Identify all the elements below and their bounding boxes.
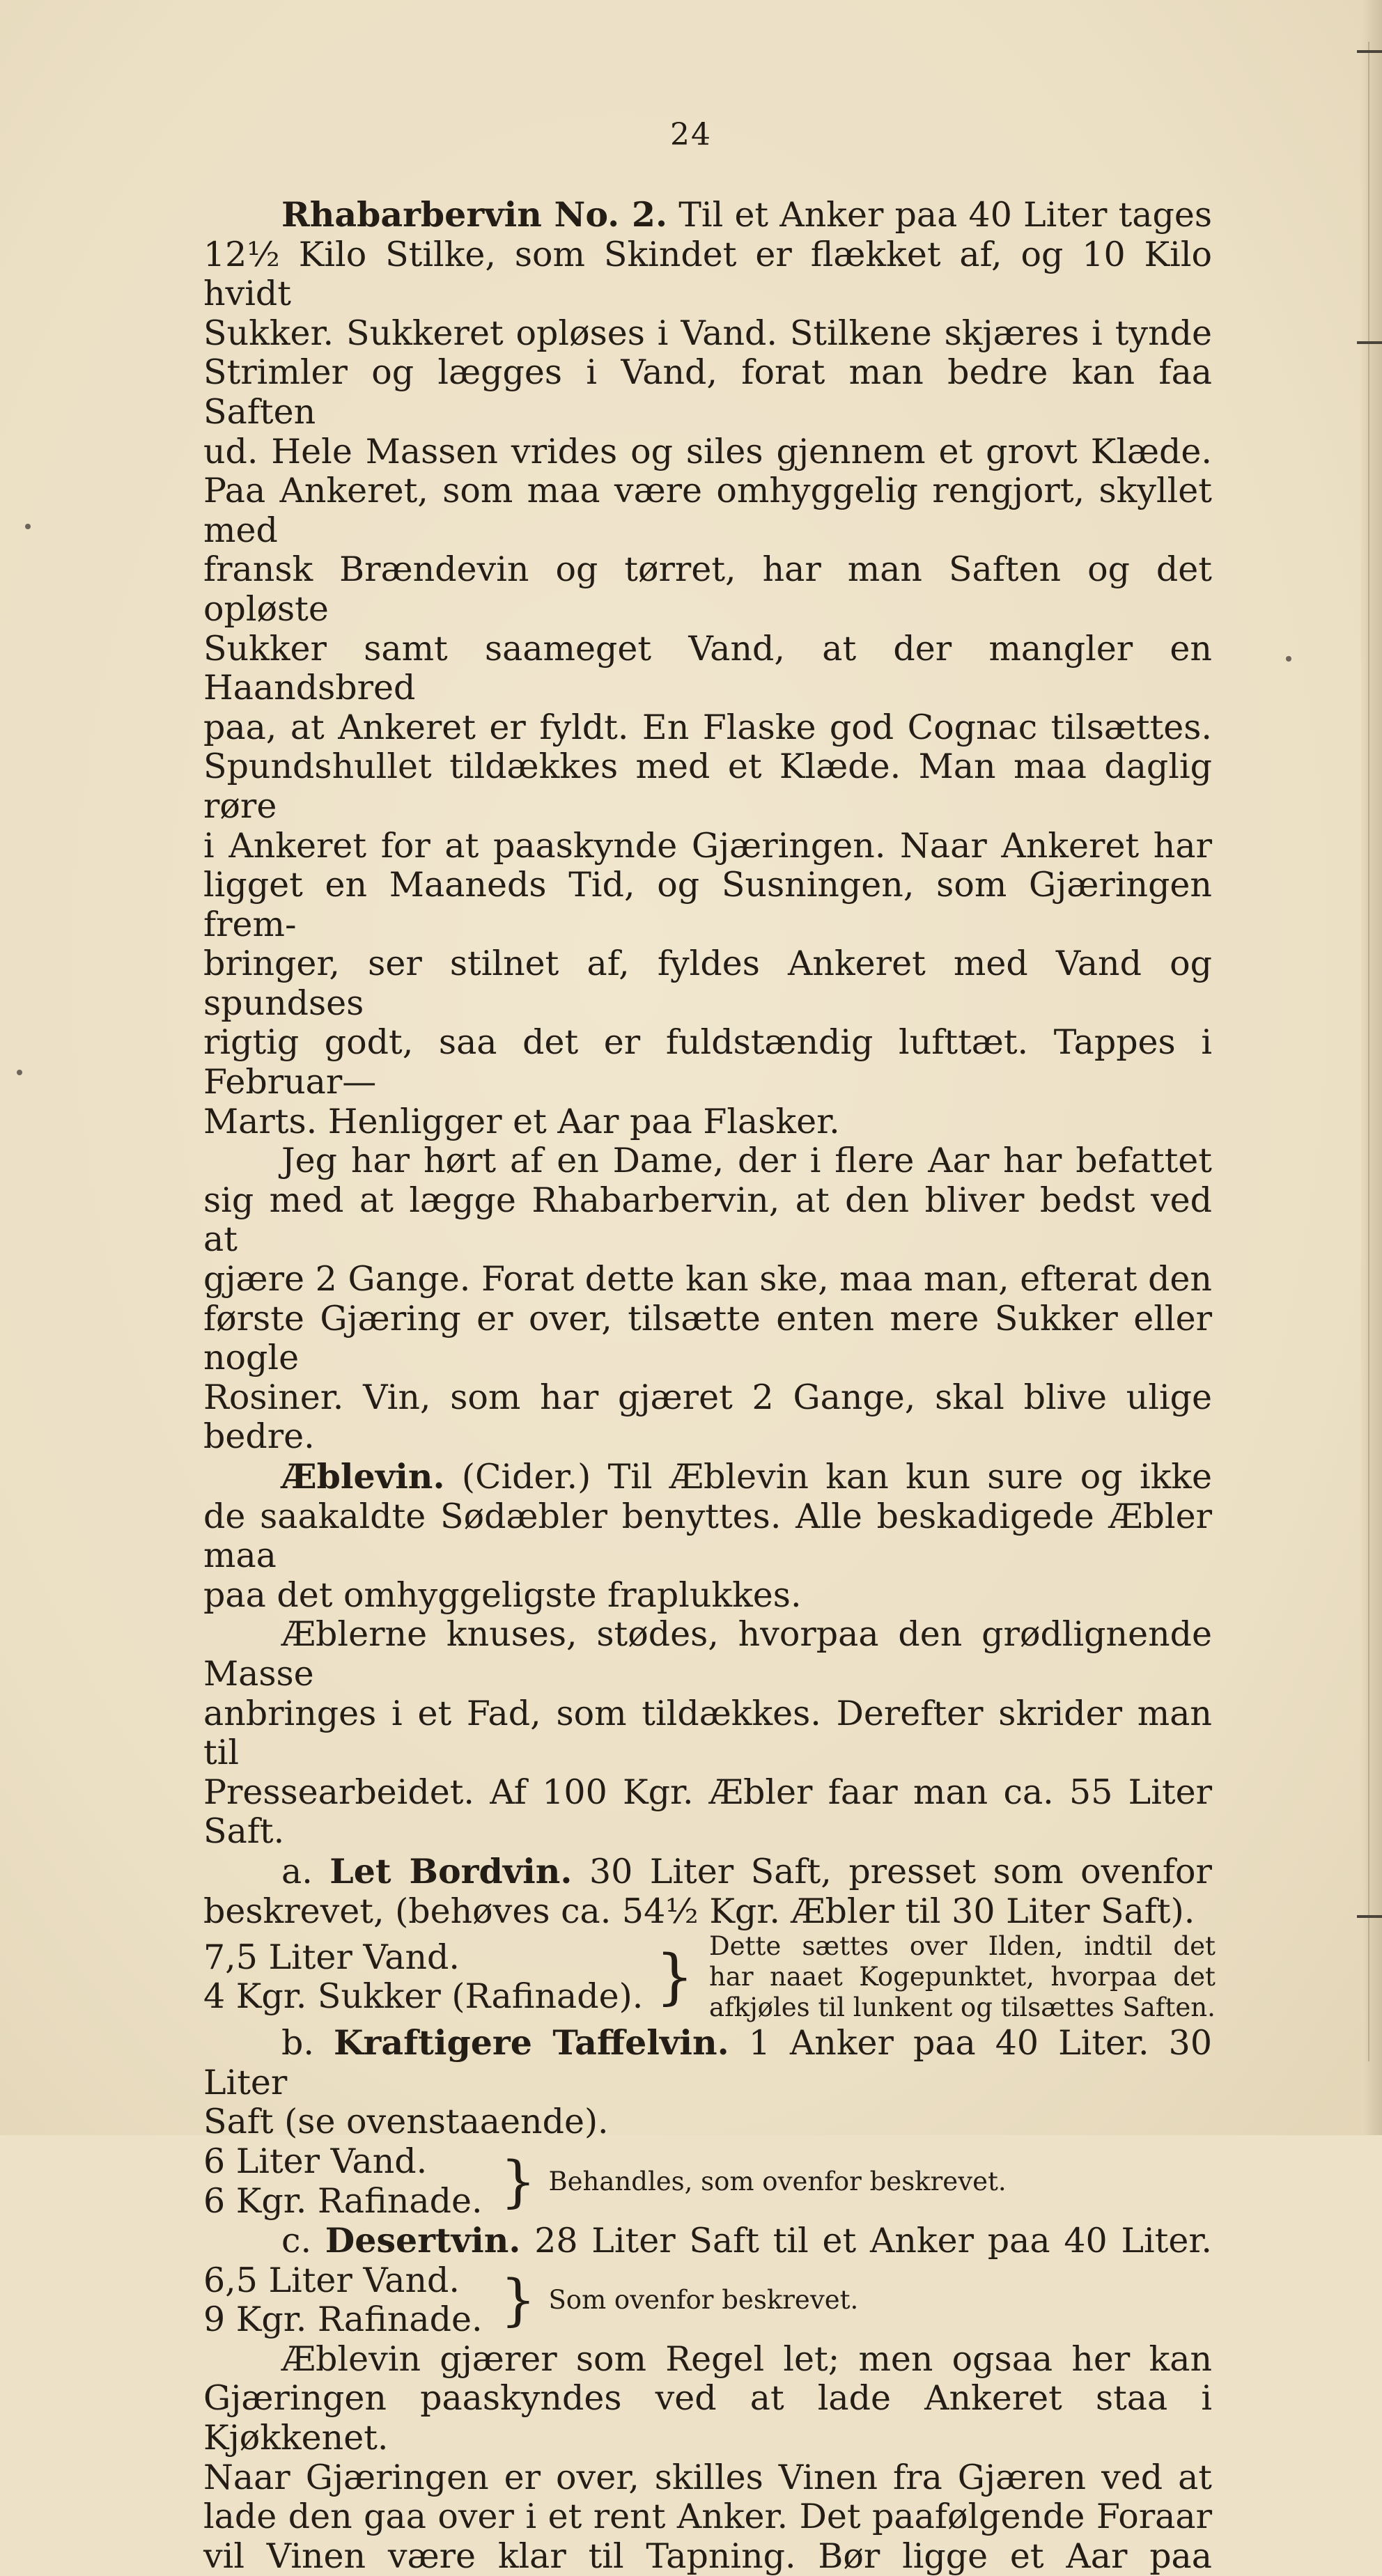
- ingredient-line: 7,5 Liter Vand.: [203, 1937, 460, 1977]
- text-line: Æblevin gjærer som Regel let; men ogsaa her kan: [281, 2339, 1212, 2379]
- ingredient-line: 6,5 Liter Vand.: [203, 2260, 460, 2300]
- ingredient-list: [203, 2261, 483, 2340]
- text-line: Jeg har hørt af en Dame, der i flere Aar har befattet: [281, 1141, 1212, 1181]
- text-line: Pressearbeidet. Af 100 Kgr. Æbler faar man ca. 55 Liter Saft.: [203, 1772, 1212, 1852]
- heading-let-bordvin: Let Bordvin.: [329, 1850, 573, 1891]
- text-line: beskrevet, (behøves ca. 54½ Kgr. Æbler til 30 Liter Saft).: [203, 1891, 1195, 1931]
- text-line: de saakaldte Sødæbler benyttes. Alle beskadigede Æbler maa: [203, 1496, 1212, 1576]
- ingredient-note: [709, 1931, 1216, 2023]
- recipe-c-ingredients: [203, 2261, 1212, 2340]
- text-span: (Cider.) Til Æblevin kan kun sure og ikke: [444, 1457, 1212, 1497]
- text-line: rigtig godt, saa det er fuldstændig lufttæt. Tappes i Februar—: [203, 1022, 1212, 1102]
- text-line: fransk Brændevin og tørret, har man Saften og det opløste: [203, 549, 1212, 629]
- ingredient-note: Behandles, som ovenfor beskrevet.: [548, 2166, 1007, 2196]
- text-line: ud. Hele Massen vrides og siles gjennem et grovt Klæde.: [203, 431, 1212, 471]
- ingredient-list: [203, 2142, 483, 2221]
- text-line: 12½ Kilo Stilke, som Skindet er flækket af, og 10 Kilo hvidt: [203, 234, 1212, 314]
- note-line: Dette sættes over Ilden, indtil det: [709, 1931, 1216, 1962]
- text-span: 1 Anker paa 40 Liter. 30 Liter: [203, 2023, 1212, 2102]
- text-line: vil Vinen være klar til Tapning. Bør ligge et Aar paa: [203, 2536, 1212, 2576]
- right-brace: }: [500, 2148, 536, 2214]
- page-edge-line: [1368, 42, 1369, 2061]
- edge-tick: [1357, 341, 1382, 344]
- text-span: c.: [281, 2221, 325, 2261]
- text-span: a.: [281, 1851, 330, 1891]
- text-line: [203, 195, 1212, 235]
- text-line: første Gjæring er over, tilsætte enten mere Sukker eller nogle: [203, 1298, 1212, 1378]
- paper-speck: [25, 524, 31, 529]
- text-line: gjære 2 Gange. Forat dette kan ske, maa man, efterat den: [203, 1259, 1212, 1299]
- ingredient-line: 6 Kgr. Rafinade.: [203, 2180, 483, 2221]
- text-span: Til et Anker paa 40 Liter tages: [667, 195, 1212, 235]
- text-span: b.: [281, 2023, 334, 2063]
- ingredient-line: 6 Liter Vand.: [203, 2141, 428, 2181]
- page-number: 24: [670, 117, 712, 153]
- text-line: Æblerne knuses, stødes, hvorpaa den grødlignende Masse: [203, 1614, 1212, 1694]
- body-text: [203, 194, 1216, 2576]
- text-line: bringer, ser stilnet af, fyldes Ankeret med Vand og spundses: [203, 944, 1212, 1023]
- note-line: afkjøles til lunkent og tilsættes Saften.: [709, 1992, 1216, 2023]
- text-line: paa det omhyggeligste fraplukkes.: [203, 1575, 802, 1615]
- text-line: [203, 1852, 1212, 1892]
- text-line: sig med at lægge Rhabarbervin, at den bliver bedst ved at: [203, 1180, 1212, 1260]
- text-line: i Ankeret for at paaskynde Gjæringen. Naar Ankeret har: [203, 825, 1212, 866]
- text-line: lade den gaa over i et rent Anker. Det paafølgende Foraar: [203, 2497, 1212, 2537]
- paper-speck: [17, 1070, 22, 1075]
- text-line: anbringes i et Fad, som tildækkes. Derefter skrider man til: [203, 1693, 1212, 1773]
- text-line: Paa Ankeret, som maa være omhyggelig rengjort, skyllet med: [203, 471, 1212, 550]
- text-line: [203, 1457, 1212, 1497]
- text-line: [203, 2221, 1212, 2261]
- note-line: har naaet Kogepunktet, hvorpaa det: [709, 1962, 1216, 1992]
- text-line: paa, at Ankeret er fyldt. En Flaske god Cognac tilsættes.: [203, 707, 1212, 747]
- right-brace: }: [655, 1942, 694, 2013]
- ingredient-list: [203, 1938, 643, 2017]
- edge-tick: [1357, 50, 1382, 53]
- heading-rhabarbervin-no2: Rhabarbervin No. 2.: [281, 194, 668, 235]
- text-line: Naar Gjæringen er over, skilles Vinen fra Gjæren ved at: [203, 2457, 1212, 2497]
- text-line: Gjæringen paaskyndes ved at lade Ankeret staa i Kjøkkenet.: [203, 2378, 1212, 2458]
- page-edge: [1361, 0, 1382, 2135]
- ingredient-note: Som ovenfor beskrevet.: [548, 2285, 859, 2316]
- recipe-b-ingredients: [203, 2142, 1212, 2221]
- text-line: Spundshullet tildækkes med et Klæde. Man maa daglig røre: [203, 747, 1212, 826]
- text-span: 28 Liter Saft til et Anker paa 40 Liter.: [520, 2221, 1212, 2261]
- ingredient-line: 9 Kgr. Rafinade.: [203, 2300, 483, 2340]
- recipe-a-ingredients: [203, 1931, 1216, 2023]
- text-line: Sukker samt saameget Vand, at der mangler en Haandsbred: [203, 628, 1212, 708]
- ingredient-line: 4 Kgr. Sukker (Rafinade).: [203, 1976, 644, 2017]
- text-span: 30 Liter Saft, presset som ovenfor: [572, 1851, 1212, 1891]
- text-line: [203, 2023, 1212, 2102]
- text-line: Rosiner. Vin, som har gjæret 2 Gange, skal blive ulige bedre.: [203, 1377, 1212, 1457]
- text-line: Marts. Henligger et Aar paa Flasker.: [203, 1101, 840, 1141]
- paper-speck: [1286, 656, 1291, 662]
- text-line: Saft (se ovenstaaende).: [203, 2102, 609, 2142]
- heading-aeblevin: Æblevin.: [281, 1456, 445, 1497]
- text-line: ligget en Maaneds Tid, og Susningen, som Gjæringen frem-: [203, 865, 1212, 944]
- heading-desertvin: Desertvin.: [325, 2220, 521, 2261]
- text-line: Sukker. Sukkeret opløses i Vand. Stilkene skjæres i tynde: [203, 313, 1212, 353]
- heading-kraftigere-taffelvin: Kraftigere Taffelvin.: [333, 2022, 729, 2063]
- edge-tick: [1357, 1915, 1382, 1918]
- right-brace: }: [500, 2267, 536, 2333]
- text-line: Strimler og lægges i Vand, forat man bedre kan faa Saften: [203, 352, 1212, 432]
